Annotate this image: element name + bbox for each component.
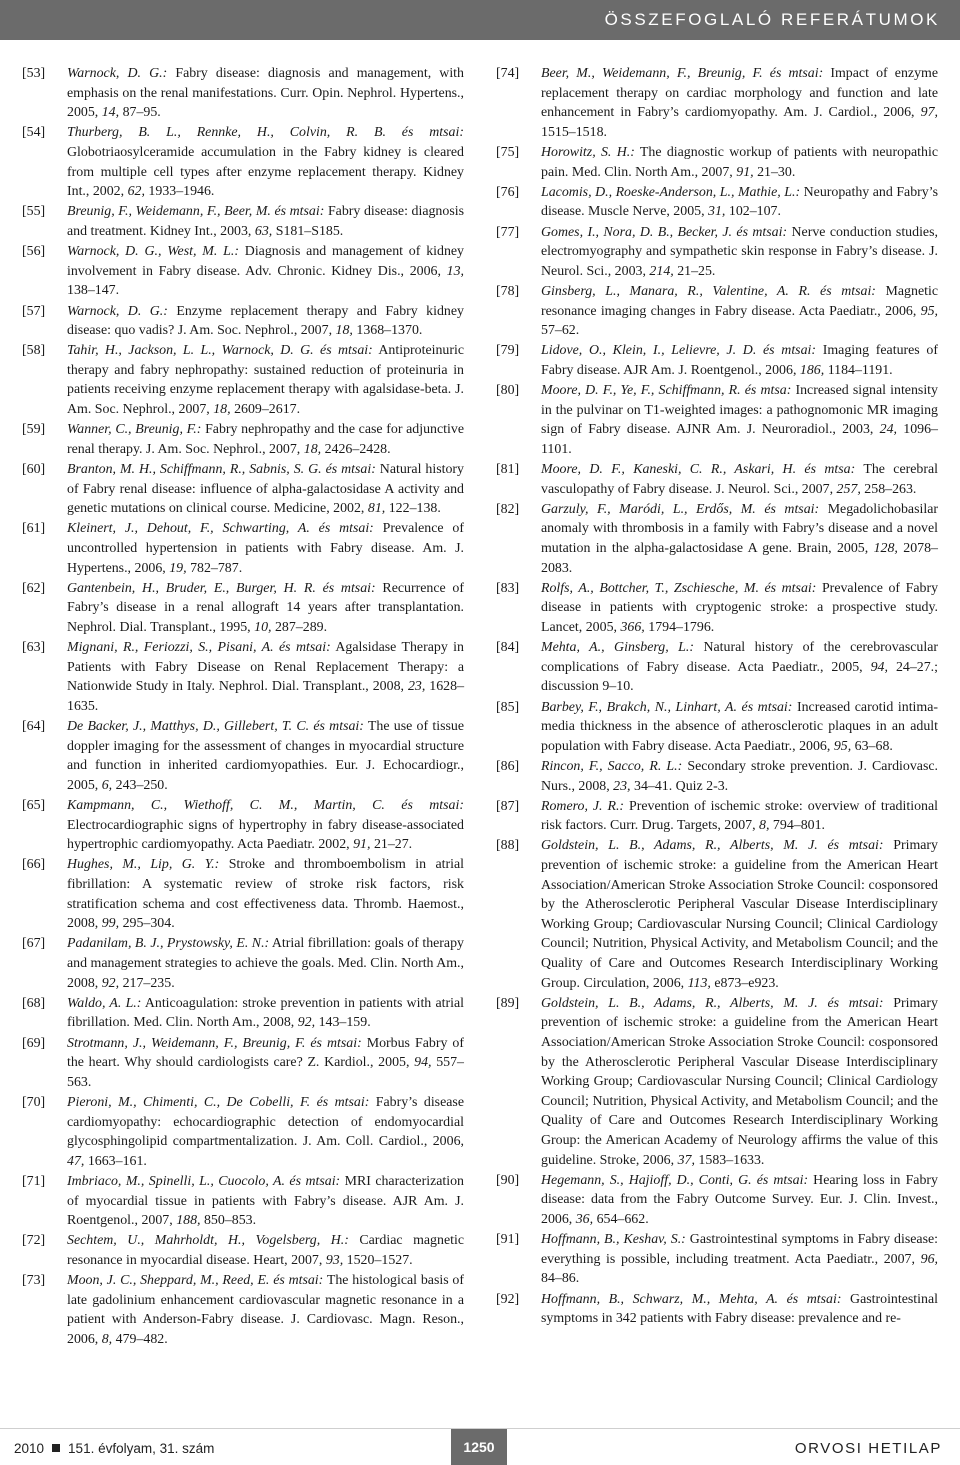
reference-authors: Waldo, A. L.: (67, 995, 142, 1011)
reference-text: Electrocardiographic signs of hypertrophy in fabry disease-associated hypertrophic cardiomyopathy. Acta Paediatr. 2002, (67, 817, 464, 853)
reference-volume: 366, (620, 619, 645, 635)
reference-authors: Imbriaco, M., Spinelli, L., Cuocolo, A. (67, 1173, 285, 1189)
reference-item (496, 579, 938, 638)
reference-pages: 138–147. (67, 283, 120, 299)
reference-volume: 63, (254, 223, 273, 239)
reference-item (496, 64, 938, 142)
reference-item (496, 1171, 938, 1230)
reference-item (22, 519, 464, 578)
reference-authors: Ginsberg, L., Manara, R., Valentine, A. R. (541, 283, 811, 299)
reference-volume: 99, (101, 916, 120, 932)
reference-authors: Mignani, R., Feriozzi, S., Pisani, A. (67, 640, 274, 656)
reference-volume: 92, (297, 1015, 316, 1031)
reference-volume: 97, (920, 105, 938, 121)
reference-number: [72] (22, 1233, 46, 1249)
reference-authors: Warnock, D. G., West, M. L.: (67, 244, 239, 260)
reference-etal: és mtsai: (810, 283, 876, 299)
header-band (0, 0, 960, 40)
reference-item (22, 1093, 464, 1171)
reference-pages: 122–138. (385, 501, 441, 517)
reference-volume: 6, (101, 777, 113, 793)
reference-authors: Moore, D. F., Ye, F., Schiffmann, R. (541, 383, 741, 399)
reference-volume: 18, (303, 441, 322, 457)
reference-etal: és mtsai: (313, 343, 373, 359)
reference-authors: Breunig, F., Weidemann, F., Beer, M. (67, 204, 271, 220)
reference-item (22, 579, 464, 638)
reference-pages: 1663–161. (84, 1153, 147, 1169)
reference-pages: 1933–1946. (144, 184, 215, 200)
reference-etal: és mtsai: (817, 995, 884, 1011)
reference-text: The histological basis of late gadolinium enhancement cardiovascular magnetic resonance in a patient with Anderson-Fabry disease. J. Cardiovasc. Magn. Reson., 2006, (67, 1273, 464, 1347)
reference-number: [86] (496, 758, 520, 774)
reference-number: [73] (22, 1273, 46, 1289)
reference-number: [61] (22, 521, 46, 537)
reference-number: [75] (496, 144, 520, 160)
reference-item (22, 64, 464, 123)
reference-volume: 62, (127, 184, 145, 200)
reference-authors: Goldstein, L. B., Adams, R., Alberts, M. J. (541, 995, 818, 1011)
reference-pages: 21–27. (370, 837, 413, 853)
reference-volume: 96, (920, 1251, 938, 1267)
reference-etal: és mtsai: (270, 204, 325, 220)
reference-text: Agalsidase Therapy in Patients with Fabry Disease on Renal Replacement Therapy: a Nationwide Study in Italy. Nephrol. Dial. Transplant., 2008, (67, 640, 464, 695)
reference-volume: 257, (836, 481, 861, 497)
reference-pages: 1368–1370. (352, 323, 423, 339)
reference-number: [89] (496, 995, 520, 1011)
reference-authors: Moon, J. C., Sheppard, M., Reed, E. (67, 1273, 270, 1289)
reference-etal: és mtsai: (756, 343, 817, 359)
reference-pages: 1520–1527. (343, 1252, 413, 1268)
reference-item (22, 638, 464, 716)
reference-text: MRI characterization of myocardial tissue in patients with Fabry’s disease. AJR Am. J. Roentgenol., 2007, (67, 1173, 465, 1229)
reference-volume: 81, (367, 501, 386, 517)
reference-authors: Hoffmann, B., Schwarz, M., Mehta, A. (541, 1291, 779, 1307)
reference-number: [87] (496, 798, 520, 814)
reference-number: [62] (22, 580, 46, 596)
reference-authors: Goldstein, L. B., Adams, R., Alberts, M. J. (541, 838, 818, 854)
reference-text: Neuropathy and Fabry’s disease. Muscle Nerve, 2005, (541, 184, 938, 220)
reference-pages: 557–563. (67, 1055, 464, 1090)
reference-number: [88] (496, 838, 520, 854)
reference-item (22, 341, 464, 419)
reference-pages: 1515–1518. (541, 124, 607, 140)
reference-item (22, 242, 464, 301)
reference-authors: Rincon, F., Sacco, R. L.: (541, 758, 683, 774)
reference-pages: 287–289. (271, 619, 328, 635)
reference-etal: és mtsai: (321, 462, 376, 478)
reference-volume: 36, (575, 1211, 594, 1227)
reference-text: Increased signal intensity in the pulvinar on T1-weighted images: a pathognomonic MR imaging sign of Fabry disease. AJNR Am. J. Neuroradiol., 2003, (541, 383, 938, 438)
reference-text: Megadolichobasilar anomaly with thrombosis in a family with Fabry’s disease and a novel mutation in the alpha-galactosidase A gene. Brain, 2005, (541, 501, 939, 556)
reference-authors: Romero, J. R.: (541, 798, 625, 814)
reference-text: Globotriaosylceramide accumulation in the Fabry kidney is cleared from multiple cell types after enzyme replacement therapy. Kidney Int., 2002, (67, 144, 464, 200)
references-column-right (496, 64, 938, 1329)
reference-number: [69] (22, 1035, 46, 1051)
reference-authors: Mehta, A., Ginsberg, L.: (541, 640, 694, 656)
reference-authors: Horowitz, S. H.: (541, 144, 635, 160)
reference-pages: 1794–1796. (644, 619, 715, 635)
reference-pages: 217–235. (119, 975, 175, 991)
reference-number: [56] (22, 244, 46, 260)
reference-text: Increased carotid intima-media thickness in the absence of atherosclerotic plaques in an adult population with Fabry disease. Acta Paediatr., 2006, (541, 699, 939, 754)
reference-pages: 84–86. (541, 1271, 580, 1287)
reference-volume: 95, (920, 303, 938, 319)
reference-item (496, 638, 938, 697)
reference-item (22, 1271, 464, 1349)
reference-etal: és mtsai: (736, 699, 793, 715)
reference-authors: Padanilam, B. J., Prystowsky, E. N.: (67, 936, 270, 952)
reference-volume: 128, (873, 541, 898, 556)
reference-item (496, 994, 938, 1170)
reference-text: Anticoagulation: stroke prevention in patients with atrial fibrillation. Med. Clin. North Am., 2008, (67, 995, 464, 1031)
reference-etal: és mtsai: (762, 66, 824, 81)
reference-item (22, 123, 464, 201)
reference-authors: Kampmann, C., Wiethoff, C. M., Martin, C. (67, 798, 385, 814)
reference-text: Antiproteinuric therapy and fabry nephropathy: sustained reduction of proteinuria in patients receiving enzyme replacement therapy with agalsidase-beta. J. Am. Soc. Nephrol., 2007, (67, 343, 465, 418)
reference-pages: 479–482. (112, 1331, 168, 1347)
reference-etal: és mtsai: (384, 798, 464, 814)
footer-issue-info (14, 1438, 214, 1460)
reference-item (496, 1290, 938, 1329)
reference-authors: Lidove, O., Klein, I., Lelievre, J. D. (541, 343, 757, 359)
reference-pages: 850–853. (200, 1213, 257, 1229)
reference-number: [71] (22, 1173, 46, 1189)
reference-text: The diagnostic workup of patients with neuropathic pain. Med. Clin. North Am., 2007, (541, 144, 938, 180)
reference-pages: 57–62. (541, 323, 580, 339)
reference-text: Fabry disease: diagnosis and management, with emphasis on the renal manifestations. Curr. Opin. Nephrol. Hypertens., 2005, (67, 66, 464, 121)
reference-authors: Gomes, I., Nora, D. B., Becker, J. (541, 224, 733, 240)
reference-volume: 31, (708, 204, 726, 220)
reference-text: The cerebral vasculopathy of Fabry disease. J. Neurol. Sci., 2007, (541, 462, 939, 497)
reference-volume: 91, (353, 837, 371, 853)
reference-pages: 782–787. (186, 560, 243, 576)
reference-number: [68] (22, 995, 46, 1011)
reference-number: [70] (22, 1094, 46, 1110)
reference-pages: 21–30. (753, 164, 796, 180)
reference-item (22, 1231, 464, 1270)
reference-text: Enzyme replacement therapy and Fabry kidney disease: quo vadis? J. Am. Soc. Nephrol., 2007, (67, 303, 464, 339)
reference-number: [59] (22, 422, 46, 438)
reference-pages: 21–25. (673, 263, 716, 279)
reference-volume: 10, (254, 619, 272, 635)
reference-etal: és mtsai: (305, 1035, 362, 1051)
reference-pages: 1096–1101. (541, 422, 939, 457)
reference-authors: Hegemann, S., Hajioff, D., Conti, G. (541, 1172, 752, 1188)
reference-authors: Barbey, F., Brakch, N., Linhart, A. (541, 699, 737, 715)
reference-text: Prevention of ischemic stroke: overview of traditional risk factors. Curr. Drug. Targets, 2007, (541, 798, 938, 834)
reference-pages: 24–27.; discussion 9–10. (541, 659, 939, 695)
reference-volume: 94, (414, 1055, 432, 1071)
reference-pages: 2078–2083. (541, 541, 938, 576)
reference-number: [81] (496, 462, 520, 478)
reference-volume: 18, (335, 323, 353, 339)
reference-item (22, 994, 464, 1033)
reference-text: Gastrointestinal symptoms in 342 patients with Fabry disease: prevalence and re- (541, 1291, 938, 1327)
reference-text: Primary prevention of ischemic stroke: a guideline from the American Heart Association/American Stroke Association Stroke Council: cosponsored by the Atherosclerotic Peripheral Vascular Disease Interdisciplinary Working Group; Cardiovascular Nursing Council; Clinical Cardiology Council; Nutrition, Physical Activity, and Metabolism Council; and the Quality of Care and Outcomes Research Interdisciplinary Working Group: the American Academy of Neurology affirms the value of this guideline. Stroke, 2006, (541, 995, 938, 1168)
reference-number: [63] (22, 640, 46, 656)
reference-number: [83] (496, 580, 520, 596)
reference-etal: és mtsai: (778, 1291, 842, 1307)
reference-item (496, 836, 938, 993)
reference-pages: 258–263. (860, 481, 917, 497)
reference-volume: 214, (649, 263, 674, 279)
reference-item (496, 282, 938, 341)
reference-authors: Tahir, H., Jackson, L. L., Warnock, D. G. (67, 343, 314, 359)
reference-item (496, 341, 938, 380)
reference-etal: és mtsai: (269, 1273, 324, 1289)
reference-authors: Branton, M. H., Schiffmann, R., Sabnis, S. G. (67, 462, 322, 478)
reference-number: [74] (496, 66, 520, 81)
reference-number: [53] (22, 66, 46, 81)
reference-text: Diagnosis and management of kidney involvement in Fabry disease. Adv. Chronic. Kidney Dis., 2006, (67, 244, 465, 279)
footer-issue: 151. évfolyam, 31. szám (68, 1441, 215, 1456)
reference-number: [76] (496, 184, 520, 200)
reference-volume: 13, (446, 263, 464, 279)
reference-volume: 47, (67, 1153, 85, 1169)
reference-number: [80] (496, 383, 520, 399)
reference-item (22, 460, 464, 519)
reference-number: [82] (496, 501, 520, 517)
reference-text: Secondary stroke prevention. J. Cardiovasc. Nurs., 2008, (541, 758, 938, 794)
reference-volume: 94, (870, 659, 888, 675)
reference-authors: Warnock, D. G.: (67, 303, 168, 319)
reference-authors: Garzuly, F., Maródi, L., Erdős, M. (541, 501, 756, 517)
reference-volume: 8, (759, 818, 770, 834)
reference-item (496, 698, 938, 757)
reference-number: [91] (496, 1232, 520, 1248)
reference-text: Cardiac magnetic resonance in myocardial disease. Heart, 2007, (67, 1233, 464, 1268)
reference-text: Imaging features of Fabry disease. AJR Am. J. Roentgenol., 2006, (541, 343, 938, 378)
reference-number: [92] (496, 1291, 520, 1307)
reference-number: [78] (496, 283, 520, 299)
reference-item (496, 460, 938, 499)
reference-item (496, 183, 938, 222)
reference-number: [84] (496, 640, 520, 656)
reference-etal: és mtsai: (817, 838, 884, 854)
reference-pages: 102–107. (725, 204, 781, 220)
reference-volume: 8, (101, 1331, 113, 1347)
reference-number: [60] (22, 462, 46, 478)
reference-etal: és mtsai: (284, 1173, 341, 1189)
reference-item (22, 1034, 464, 1093)
reference-text: Stroke and thromboembolism in atrial fibrillation: A systematic review of stroke risk factors, risk stratification schema and cost effectiveness data. Thromb. Haemost., 2008, (67, 857, 465, 932)
reference-volume: 92, (101, 975, 120, 991)
journal-name: ORVOSI HETILAP (794, 1440, 942, 1457)
reference-text: Prevalence of Fabry disease in patients with cryptogenic stroke: a prospective study. Lancet, 2005, (541, 580, 939, 635)
reference-item (496, 797, 938, 836)
reference-number: [67] (22, 936, 46, 952)
reference-number: [64] (22, 719, 46, 735)
reference-authors: Hughes, M., Lip, G. Y.: (67, 857, 220, 873)
reference-number: [55] (22, 204, 46, 220)
reference-text: Primary prevention of ischemic stroke: a guideline from the American Heart Association/American Stroke Association Stroke Council: cosponsored by the Atherosclerotic Peripheral Vascular Disease Interdisciplinary Working Group; Cardiovascular Nursing Council; Clinical Cardiology Council; Nutrition, Physical Activity, and Metabolism Council; and the Quality of Care and Outcomes Research Interdisciplinary Working Group. Circulation, 2006, (541, 838, 938, 991)
reference-number: [54] (22, 125, 46, 141)
reference-etal: és mtsai: (755, 501, 820, 517)
reference-item (22, 796, 464, 855)
reference-text: Recurrence of Fabry’s disease in a renal allograft 14 years after transplantation. Nephrol. Dial. Transplant., 1995, (67, 580, 464, 635)
reference-authors: Hoffmann, B., Keshav, S.: (541, 1232, 686, 1248)
reference-authors: De Backer, J., Matthys, D., Gillebert, T. C. (67, 719, 310, 735)
reference-volume: 19, (169, 560, 187, 576)
reference-authors: Lacomis, D., Roeske-Anderson, L., Mathie, L.: (541, 184, 801, 200)
reference-item (496, 500, 938, 578)
reference-authors: Kleinert, J., Dehout, F., Schwarting, A. (67, 521, 310, 537)
reference-authors: Gantenbein, H., Bruder, E., Burger, H. R. (67, 580, 316, 596)
reference-volume: 113, (687, 975, 711, 991)
reference-pages: 2426–2428. (321, 441, 391, 457)
reference-number: [85] (496, 699, 520, 715)
reference-item (496, 757, 938, 796)
reference-pages: 654–662. (593, 1211, 649, 1227)
reference-item (22, 420, 464, 459)
reference-pages: e873–e923. (710, 975, 779, 991)
reference-text: Nerve conduction studies, electromyography and sympathetic skin response in Fabry’s disease. J. Neurol. Sci., 2003, (541, 224, 938, 279)
reference-authors: Moore, D. F., Kaneski, C. R., Askari, H. (541, 462, 797, 478)
reference-authors: Rolfs, A., Bottcher, T., Zschiesche, M. (541, 580, 759, 596)
reference-authors: Wanner, C., Breunig, F.: (67, 422, 202, 438)
reference-authors: Sechtem, U., Mahrholdt, H., Vogelsberg, H.: (67, 1233, 349, 1249)
reference-pages: 1583–1633. (694, 1152, 765, 1168)
reference-text: Natural history of Fabry renal disease: influence of alpha-galactosidase A activity and genetic mutations on clinical course. Medicine, 2002, (67, 462, 465, 517)
reference-text: Gastrointestinal symptoms in Fabry disease: everything is possible, including treatment. Acta Paediatr., 2007, (541, 1232, 938, 1267)
reference-item (22, 1172, 464, 1231)
reference-pages: 143–159. (315, 1015, 371, 1031)
page-number: 1250 (451, 1429, 507, 1465)
reference-number: [57] (22, 303, 46, 319)
reference-authors: Thurberg, B. L., Rennke, H., Colvin, R. B. (67, 125, 386, 141)
reference-volume: 95, (833, 738, 852, 754)
reference-volume: 37, (677, 1152, 695, 1168)
reference-item (22, 302, 464, 341)
reference-volume: 24, (879, 422, 898, 438)
reference-item (22, 202, 464, 241)
reference-pages: 2609–2617. (230, 402, 301, 418)
reference-pages: 1628–1635. (67, 679, 465, 714)
reference-text: The use of tissue doppler imaging for the assessment of changes in myocardial structure and function in inherited cardiomyopathies. Eur. J. Echocardiogr., 2005, (67, 719, 464, 793)
reference-item (22, 717, 464, 795)
reference-etal: és mtsai: (309, 719, 364, 735)
references-column-left (22, 64, 464, 1350)
reference-number: [77] (496, 224, 520, 240)
reference-volume: 91, (736, 164, 754, 180)
reference-etal: és mtsai: (315, 580, 376, 596)
reference-etal: és mtsa: (796, 462, 856, 478)
reference-text: Prevalence of uncontrolled hypertension in patients with Fabry disease. Am. J. Hypertens., 2006, (67, 521, 465, 576)
reference-text: Fabry disease: diagnosis and treatment. Kidney Int., 2003, (67, 204, 464, 239)
reference-number: [65] (22, 798, 46, 814)
reference-text: Morbus Fabry of the heart. Why should cardiologists care? Z. Kardiol., 2005, (67, 1035, 464, 1071)
reference-pages: 1184–1191. (824, 362, 893, 378)
reference-text: Natural history of the cerebrovascular complications of Fabry disease. Acta Paediatr., 2005, (541, 640, 938, 675)
reference-item (22, 855, 464, 933)
reference-etal: és mtsai: (732, 224, 788, 240)
reference-pages: 87–95. (119, 105, 161, 121)
reference-volume: 186, (799, 362, 825, 378)
reference-volume: 23, (613, 778, 631, 794)
reference-etal: és mtsa: (740, 383, 792, 399)
reference-authors: Warnock, D. G.: (67, 66, 168, 81)
reference-authors: Strotmann, J., Weidemann, F., Breunig, F. (67, 1035, 306, 1051)
reference-volume: 14, (101, 105, 120, 121)
reference-etal: és mtsai: (309, 521, 374, 537)
reference-item (496, 143, 938, 182)
reference-item (496, 223, 938, 282)
reference-pages: S181–S185. (272, 223, 344, 239)
reference-item (496, 1230, 938, 1289)
footer-year: 2010 (14, 1441, 45, 1456)
reference-volume: 18, (213, 402, 231, 418)
reference-text: Fabry nephropathy and the case for adjunctive renal therapy. J. Am. Soc. Nephrol., 2007, (67, 422, 464, 457)
reference-pages: 34–41. Quiz 2-3. (630, 778, 729, 794)
reference-item (22, 934, 464, 993)
square-bullet-icon (52, 1444, 60, 1452)
reference-authors: Pieroni, M., Chimenti, C., De Cobelli, F. (67, 1094, 311, 1110)
reference-text: Impact of enzyme replacement therapy on cardiac morphology and function and late enhancement in Fabry’s cardiomyopathy. Am. J. Cardiol., 2006, (541, 66, 938, 121)
reference-number: [58] (22, 343, 46, 359)
reference-number: [90] (496, 1172, 520, 1188)
reference-number: [66] (22, 857, 46, 873)
reference-etal: és mtsai: (751, 1172, 809, 1188)
reference-text: Atrial fibrillation: goals of therapy and management strategies to achieve the goals. Med. Clin. North Am., 2008, (67, 936, 464, 991)
reference-number: [79] (496, 343, 520, 359)
section-title: ÖSSZEFOGLALÓ REFERÁTUMOK (604, 10, 940, 29)
reference-volume: 188, (176, 1213, 201, 1229)
reference-etal: és mtsai: (385, 125, 464, 141)
reference-pages: 63–68. (851, 738, 893, 754)
reference-volume: 93, (325, 1252, 344, 1268)
reference-etal: és mtsai: (758, 580, 817, 596)
reference-pages: 295–304. (119, 916, 175, 932)
reference-pages: 243–250. (112, 777, 168, 793)
reference-authors: Beer, M., Weidemann, F., Breunig, F. (541, 66, 763, 81)
reference-volume: 23, (407, 679, 426, 695)
reference-pages: 794–801. (769, 818, 826, 834)
reference-text: Magnetic resonance imaging changes in Fabry disease. Acta Paediatr., 2006, (541, 283, 938, 319)
reference-item (496, 381, 938, 459)
reference-etal: és mtsai: (310, 1094, 370, 1110)
reference-etal: és mtsai: (273, 640, 331, 656)
reference-text: Fabry’s disease cardiomyopathy: echocardiographic detection of endomyocardial glycosphingolipid compartmentalization. J. Am. Coll. Cardiol., 2006, (67, 1094, 464, 1150)
reference-text: Hearing loss in Fabry disease: data from the Fabry Outcome Survey. Eur. J. Clin. Invest., 2006, (541, 1172, 938, 1227)
